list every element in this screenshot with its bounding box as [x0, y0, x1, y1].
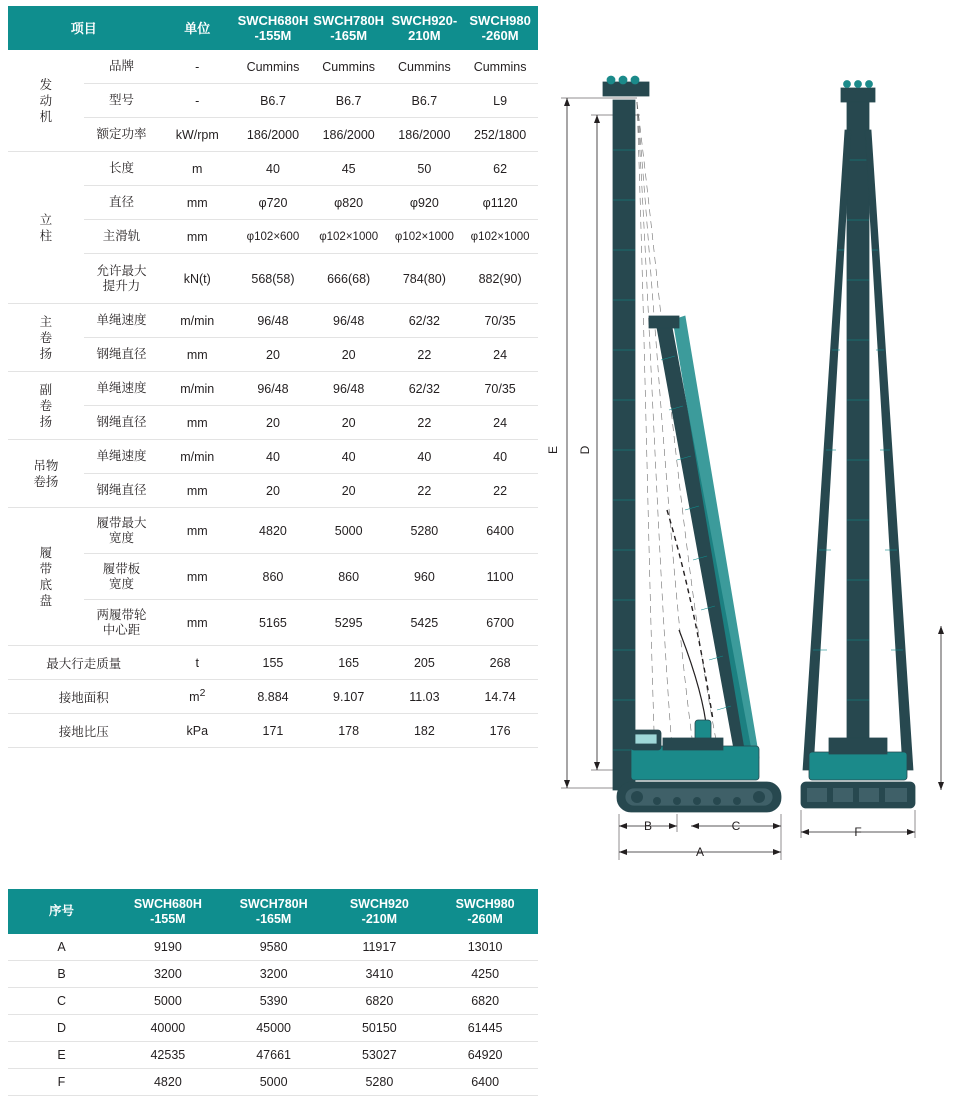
row-value: 5295: [311, 600, 387, 646]
group-aux-winch-c1: 副: [39, 382, 53, 397]
table-row: [8, 934, 538, 961]
dim-arrow-E-bottom: [564, 780, 570, 788]
model-1-line2: -155M: [254, 28, 292, 43]
row-value: 8.884: [235, 680, 311, 714]
row-value: 186/2000: [235, 118, 311, 152]
row-value: 40: [387, 440, 463, 474]
dim-value: 5000: [221, 1069, 327, 1096]
row-unit: mm: [159, 406, 235, 440]
group-undercarriage-c3: 底: [39, 577, 53, 592]
row-value: 96/48: [311, 304, 387, 338]
row-item: 接地面积: [8, 680, 159, 714]
spec-table-head: [8, 6, 538, 50]
group-mast-c2: 柱: [39, 228, 53, 243]
dim-label-D: D: [578, 445, 592, 455]
mast-body: [613, 100, 635, 790]
spec-header-unit: 单位: [159, 6, 235, 50]
row-value: 960: [387, 554, 463, 600]
dim-model-2-line1: SWCH780H: [239, 896, 308, 911]
row-value: L9: [462, 84, 538, 118]
row-value: 24: [462, 338, 538, 372]
row-value: 20: [311, 406, 387, 440]
row-value: 62: [462, 152, 538, 186]
table-row: [8, 554, 538, 600]
table-row: [8, 440, 538, 474]
dim-value: 6820: [327, 988, 433, 1015]
dim-value: 40000: [115, 1015, 221, 1042]
group-undercarriage-c1: 履: [39, 545, 53, 560]
cab-window: [635, 734, 657, 744]
row-value: 165: [311, 646, 387, 680]
dim-model-3-line1: SWCH920: [349, 896, 409, 911]
row-item: 直径: [84, 186, 160, 220]
mast-sheave-1: [607, 76, 615, 84]
dimension-table: [8, 889, 538, 1096]
superstructure-housing: [631, 746, 759, 780]
row-value: 50: [387, 152, 463, 186]
dim-code: E: [8, 1042, 115, 1069]
table-row: [8, 50, 538, 84]
group-label-engine: [8, 50, 84, 152]
row-unit: m/min: [159, 372, 235, 406]
dim-value: 5390: [221, 988, 327, 1015]
row-value: 22: [387, 406, 463, 440]
row-value: 62/32: [387, 372, 463, 406]
model-3-line2: 210M: [408, 28, 441, 43]
group-main-winch-c3: 扬: [39, 346, 53, 361]
row-unit: mm: [159, 554, 235, 600]
front-sheave-1: [844, 81, 851, 88]
table-row: [8, 338, 538, 372]
row-value: φ820: [311, 186, 387, 220]
row-item: 长度: [84, 152, 160, 186]
row-item: 额定功率: [84, 118, 160, 152]
row-value: 5280: [387, 508, 463, 554]
row-value: 171: [235, 714, 311, 748]
row-value: 45: [311, 152, 387, 186]
group-label-undercarriage: [8, 508, 84, 646]
row-item: 单绳速度: [84, 304, 160, 338]
row-value: 155: [235, 646, 311, 680]
table-row: [8, 680, 538, 714]
row-value: 6700: [462, 600, 538, 646]
table-row: [8, 254, 538, 304]
dim-label-A: A: [695, 845, 705, 859]
dim-value: 3200: [221, 961, 327, 988]
dim-label-B: B: [643, 819, 653, 833]
model-4-line2: -260M: [481, 28, 519, 43]
dim-label-F: F: [854, 825, 862, 839]
row-value: 40: [462, 440, 538, 474]
dim-header-code: 序号: [8, 889, 115, 934]
row-item: 接地比压: [8, 714, 159, 748]
dim-value: 3410: [327, 961, 433, 988]
table-row: [8, 118, 538, 152]
row-value: 4820: [235, 508, 311, 554]
row-item: [84, 600, 160, 646]
row-item-line1: 允许最大: [96, 263, 147, 278]
row-value: 96/48: [235, 304, 311, 338]
row-item-line2: 提升力: [102, 278, 141, 293]
row-item: 主滑轨: [84, 220, 160, 254]
row-value: 40: [311, 440, 387, 474]
front-mast-head: [841, 88, 875, 102]
row-value: 5000: [311, 508, 387, 554]
row-value: φ102×1000: [462, 220, 538, 254]
row-unit: kN(t): [159, 254, 235, 304]
table-row: [8, 1069, 538, 1096]
dim-value: 61445: [432, 1015, 538, 1042]
row-unit: m: [159, 152, 235, 186]
model-2-line2: -165M: [330, 28, 368, 43]
row-value: φ920: [387, 186, 463, 220]
row-item-line2: 中心距: [102, 622, 141, 637]
spec-table: [8, 6, 538, 748]
row-unit: m/min: [159, 304, 235, 338]
table-row: [8, 152, 538, 186]
dimension-table-container: [8, 889, 538, 1096]
group-hoist-winch-l2: 卷扬: [33, 474, 59, 489]
row-item: 单绳速度: [84, 440, 160, 474]
table-row: [8, 220, 538, 254]
dim-header-model-2: [221, 889, 327, 934]
dim-code: B: [8, 961, 115, 988]
table-row: [8, 600, 538, 646]
table-row: [8, 474, 538, 508]
row-unit: kW/rpm: [159, 118, 235, 152]
model-4-line1: SWCH980: [469, 13, 531, 28]
row-value: 182: [387, 714, 463, 748]
row-unit: [159, 680, 235, 714]
group-label-hoist-winch: [8, 440, 84, 508]
row-value: Cummins: [387, 50, 463, 84]
row-value: 14.74: [462, 680, 538, 714]
dim-value: 3200: [115, 961, 221, 988]
table-row: [8, 406, 538, 440]
dim-model-3-line2: -210M: [361, 911, 398, 926]
group-engine-c2: 动: [39, 93, 53, 108]
drawing-svg: [545, 70, 955, 870]
crawler-track: [617, 782, 781, 812]
dim-value: 6820: [432, 988, 538, 1015]
spec-header-row: [8, 6, 538, 50]
group-mast-c1: 立: [39, 212, 53, 227]
front-base-machine: [801, 738, 915, 808]
row-value: 20: [235, 406, 311, 440]
spec-header-model-2: [311, 6, 387, 50]
spec-header-item: 项目: [8, 6, 159, 50]
table-row: [8, 714, 538, 748]
row-value: 186/2000: [311, 118, 387, 152]
dim-value: 13010: [432, 934, 538, 961]
row-item-line1: 履带板: [102, 561, 141, 576]
dim-arrow-E-top: [564, 98, 570, 106]
row-unit: mm: [159, 600, 235, 646]
row-item: [84, 554, 160, 600]
table-row: [8, 1042, 538, 1069]
row-value: 20: [311, 474, 387, 508]
row-value: Cummins: [235, 50, 311, 84]
model-3-line1: SWCH920-: [391, 13, 458, 28]
dim-code: C: [8, 988, 115, 1015]
unit-base: m: [189, 690, 200, 705]
dim-value: 42535: [115, 1042, 221, 1069]
row-value: 70/35: [462, 304, 538, 338]
dim-header-model-4: [432, 889, 538, 934]
row-unit: mm: [159, 474, 235, 508]
dim-label-C: C: [731, 819, 741, 833]
row-unit: mm: [159, 508, 235, 554]
dim-value: 47661: [221, 1042, 327, 1069]
row-item: 钢绳直径: [84, 406, 160, 440]
dim-code: D: [8, 1015, 115, 1042]
row-value: 186/2000: [387, 118, 463, 152]
dim-model-4-line1: SWCH980: [455, 896, 515, 911]
unit-sup: 2: [199, 688, 206, 700]
dim-value: 50150: [327, 1015, 433, 1042]
row-value: Cummins: [311, 50, 387, 84]
row-item: 钢绳直径: [84, 338, 160, 372]
row-value: 176: [462, 714, 538, 748]
row-value: 5425: [387, 600, 463, 646]
row-value: B6.7: [387, 84, 463, 118]
row-value: 860: [235, 554, 311, 600]
spec-header-model-1: [235, 6, 311, 50]
row-item: 单绳速度: [84, 372, 160, 406]
dimension-table-body: [8, 934, 538, 1096]
row-value: 1100: [462, 554, 538, 600]
row-value: 62/32: [387, 304, 463, 338]
spec-table-container: [8, 6, 538, 748]
row-item-line1: 两履带轮: [96, 607, 147, 622]
row-value: 568(58): [235, 254, 311, 304]
dim-value: 9580: [221, 934, 327, 961]
table-row: [8, 372, 538, 406]
dim-value: 6400: [432, 1069, 538, 1096]
row-value: 22: [462, 474, 538, 508]
dim-code: F: [8, 1069, 115, 1096]
dim-value: 53027: [327, 1042, 433, 1069]
table-row: [8, 84, 538, 118]
group-undercarriage-c2: 带: [39, 561, 53, 576]
row-value: 860: [311, 554, 387, 600]
dimension-table-head: [8, 889, 538, 934]
dim-value: 5280: [327, 1069, 433, 1096]
table-row: [8, 646, 538, 680]
row-item: 最大行走质量: [8, 646, 159, 680]
row-value: Cummins: [462, 50, 538, 84]
row-value: 178: [311, 714, 387, 748]
model-1-line1: SWCH680H: [237, 13, 309, 28]
row-value: 22: [387, 338, 463, 372]
row-value: 6400: [462, 508, 538, 554]
row-value: φ1120: [462, 186, 538, 220]
spec-header-model-4: [462, 6, 538, 50]
row-value: 20: [311, 338, 387, 372]
row-item: 品牌: [84, 50, 160, 84]
row-item: [84, 254, 160, 304]
row-value: 882(90): [462, 254, 538, 304]
dim-code: A: [8, 934, 115, 961]
dimension-header-row: [8, 889, 538, 934]
dim-model-2-line2: -165M: [255, 911, 292, 926]
row-value: 96/48: [235, 372, 311, 406]
row-value: 205: [387, 646, 463, 680]
dim-value: 5000: [115, 988, 221, 1015]
machine-drawing: [545, 70, 955, 870]
row-value: B6.7: [311, 84, 387, 118]
row-value: 5165: [235, 600, 311, 646]
row-value: 11.03: [387, 680, 463, 714]
row-value: 96/48: [311, 372, 387, 406]
row-item: 型号: [84, 84, 160, 118]
mast-sheave-2: [619, 76, 627, 84]
dim-value: 4250: [432, 961, 538, 988]
row-value: B6.7: [235, 84, 311, 118]
table-row: [8, 304, 538, 338]
boom-top-head: [649, 316, 679, 328]
mast-sheave-3: [631, 76, 639, 84]
row-unit: kPa: [159, 714, 235, 748]
row-value: 40: [235, 152, 311, 186]
row-value: 9.107: [311, 680, 387, 714]
row-value: 666(68): [311, 254, 387, 304]
row-unit: mm: [159, 220, 235, 254]
row-unit: -: [159, 84, 235, 118]
row-item-line1: 履带最大: [96, 515, 147, 530]
front-sheave-3: [866, 81, 873, 88]
dim-value: 11917: [327, 934, 433, 961]
group-main-winch-c1: 主: [39, 314, 53, 329]
row-unit: mm: [159, 186, 235, 220]
dim-model-1-line2: -155M: [150, 911, 186, 926]
row-unit: -: [159, 50, 235, 84]
row-value: φ102×1000: [387, 220, 463, 254]
table-row: [8, 1015, 538, 1042]
row-value: 20: [235, 338, 311, 372]
row-unit: t: [159, 646, 235, 680]
dim-header-model-3: [327, 889, 433, 934]
row-item: 钢绳直径: [84, 474, 160, 508]
table-row: [8, 508, 538, 554]
front-mast-body: [847, 102, 869, 774]
group-undercarriage-c4: 盘: [39, 593, 53, 608]
dim-header-model-1: [115, 889, 221, 934]
group-label-aux-winch: [8, 372, 84, 440]
group-hoist-winch-l1: 吊物: [33, 458, 59, 473]
boom-assembly: [649, 316, 759, 766]
front-sheave-2: [855, 81, 862, 88]
row-value: 22: [387, 474, 463, 508]
group-aux-winch-c3: 扬: [39, 414, 53, 429]
dim-arrow-D-bottom: [594, 762, 600, 770]
row-value: φ720: [235, 186, 311, 220]
model-2-line1: SWCH780H: [313, 13, 385, 28]
group-engine-c3: 机: [39, 109, 53, 124]
group-label-mast: [8, 152, 84, 304]
row-unit: m/min: [159, 440, 235, 474]
dim-value: 45000: [221, 1015, 327, 1042]
row-value: φ102×1000: [311, 220, 387, 254]
row-item: [84, 508, 160, 554]
dim-arrow-D-top: [594, 115, 600, 123]
spec-table-body: [8, 50, 538, 748]
row-value: 252/1800: [462, 118, 538, 152]
dim-value: 9190: [115, 934, 221, 961]
group-aux-winch-c2: 卷: [39, 398, 53, 413]
counterweight: [663, 738, 723, 750]
group-main-winch-c2: 卷: [39, 330, 53, 345]
row-value: 20: [235, 474, 311, 508]
table-row: [8, 186, 538, 220]
table-row: [8, 988, 538, 1015]
row-value: 70/35: [462, 372, 538, 406]
dim-model-1-line1: SWCH680H: [133, 896, 202, 911]
group-engine-c1: 发: [39, 77, 53, 92]
spec-header-model-3: [387, 6, 463, 50]
dim-label-E: E: [546, 445, 560, 455]
row-unit: mm: [159, 338, 235, 372]
dim-value: 64920: [432, 1042, 538, 1069]
row-value: 40: [235, 440, 311, 474]
row-value: 784(80): [387, 254, 463, 304]
group-label-main-winch: [8, 304, 84, 372]
table-row: [8, 961, 538, 988]
row-value: φ102×600: [235, 220, 311, 254]
row-value: 24: [462, 406, 538, 440]
dim-value: 4820: [115, 1069, 221, 1096]
row-value: 268: [462, 646, 538, 680]
dim-model-4-line2: -260M: [467, 911, 503, 926]
row-item-line2: 宽度: [109, 576, 135, 591]
row-item-line2: 宽度: [109, 530, 135, 545]
